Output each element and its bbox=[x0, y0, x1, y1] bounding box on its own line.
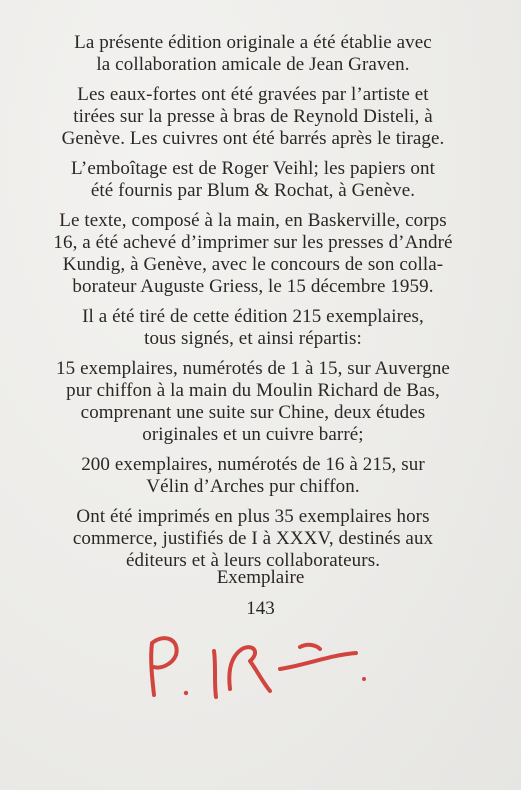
colophon-text bbox=[44, 32, 462, 580]
paragraph-edition: La présente édition originale a été établie avec la collaboration amicale de Jean Graven. bbox=[74, 32, 432, 75]
paragraph-auvergne-copies: 15 exemplaires, numérotés de 1 à 15, sur Auvergne pur chiffon à la main du Moulin Richard de Bas, comprenant une suite sur Chine, deux études originales et un cuivre barré; bbox=[56, 358, 450, 445]
paragraph-arches-copies: 200 exemplaires, numérotés de 16 à 215, sur Vélin d’Arches pur chiffon. bbox=[81, 454, 425, 497]
paragraph-print-run: Il a été tiré de cette édition 215 exemplaires, tous signés, et ainsi répartis: bbox=[82, 306, 424, 349]
paragraph-hors-commerce: Ont été imprimés en plus 35 exemplaires hors commerce, justifiés de I à XXXV, destinés aux éditeurs et à leurs collaborateurs. bbox=[72, 506, 434, 571]
paragraph-typesetting: Le texte, composé à la main, en Baskerville, corps 16, a été achevé d’imprimer sur les presses d’André Kundig, à Genève, avec le concours de son colla- borateur Auguste Griess, le 15 décembre 1959. bbox=[53, 210, 453, 297]
paragraph-etchings: Les eaux-fortes ont été gravées par l’artiste et tirées sur la presse à bras de Reynold Disteli, à Genève. Les cuivres ont été barrés après le tirage. bbox=[61, 84, 445, 149]
paragraph-case-papers: L’emboîtage est de Roger Veihl; les papiers ont été fournis par Blum & Rochat, à Genève. bbox=[70, 158, 436, 201]
copy-number: 143 bbox=[246, 598, 275, 619]
handwritten-signature bbox=[130, 625, 390, 715]
copy-label: Exemplaire bbox=[216, 567, 305, 588]
